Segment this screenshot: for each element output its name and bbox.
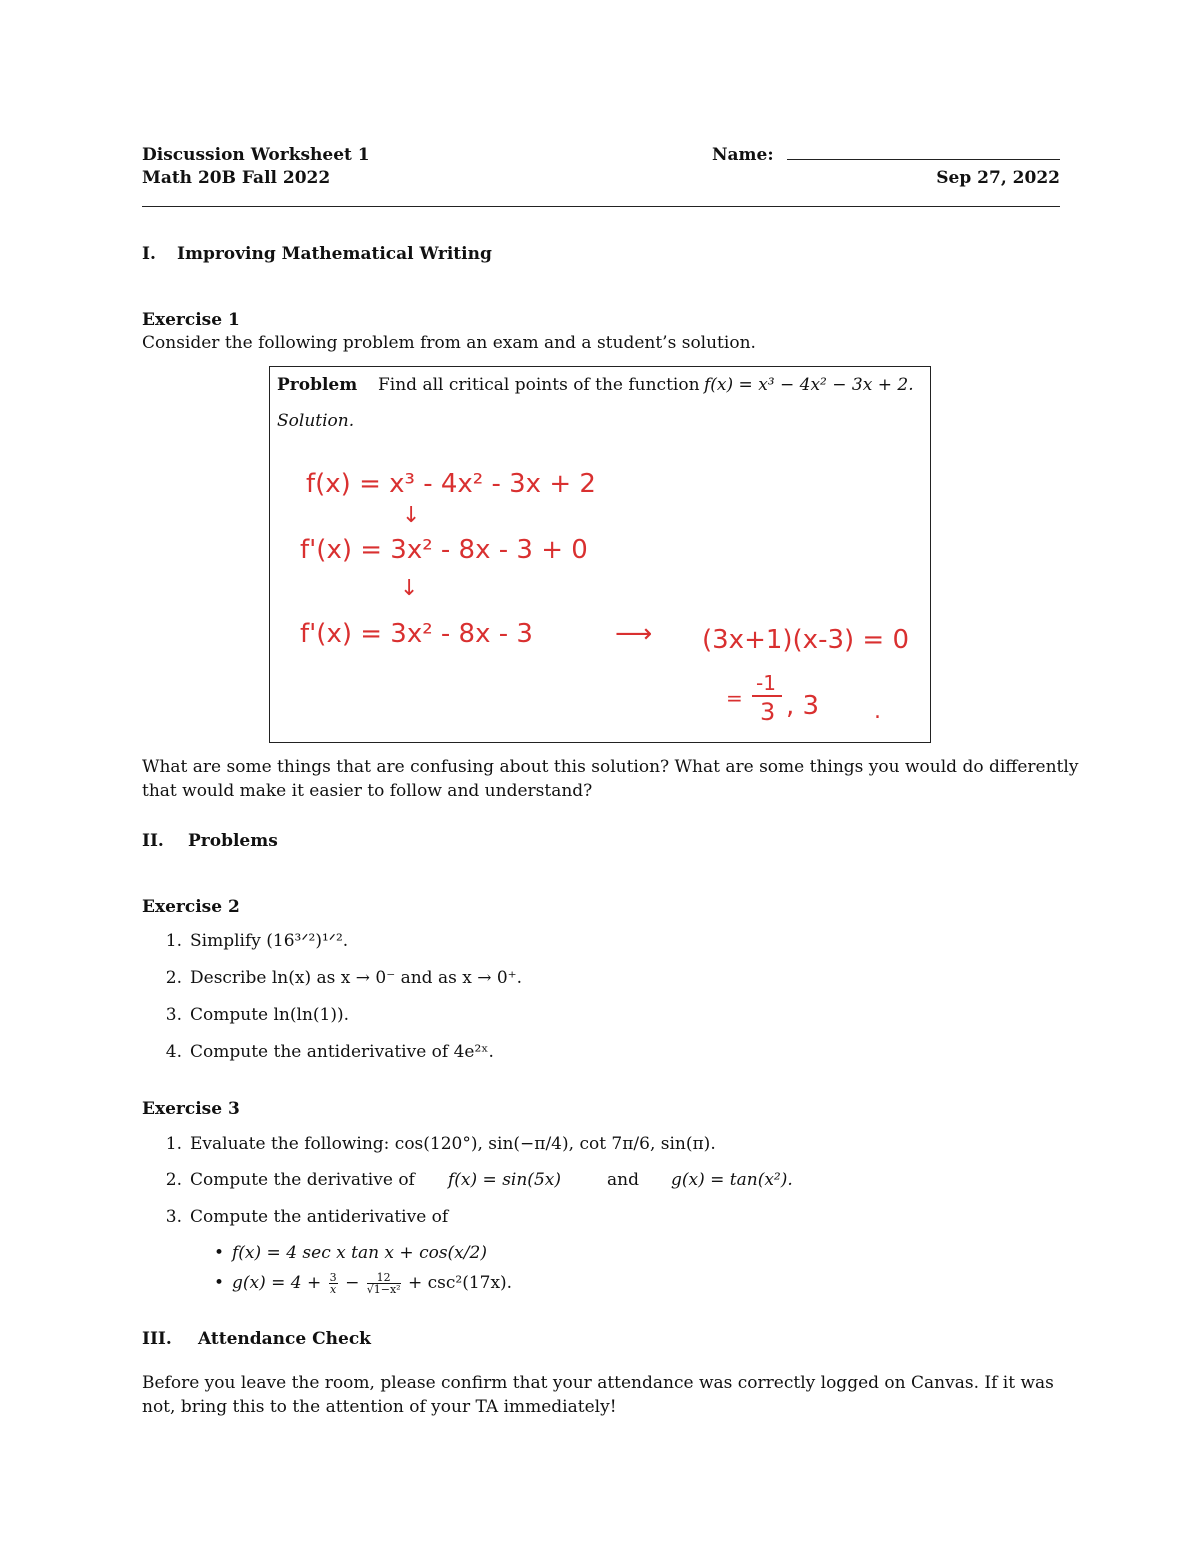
item-number: 1. [165,1134,182,1154]
fraction-3-over-x: $\frac{3}{x}$ [329,1271,337,1296]
exercise-3-item [156,1169,415,1191]
hw-line-2: f'(x) = 3x² - 8x - 3 + 0 [300,535,588,565]
hw-frac-den: 3 [760,698,776,726]
derivative-and: and [607,1170,639,1190]
date-text: Sep 27, 2022 [936,168,1060,188]
derivative-f: f(x) = sin(5x) [448,1170,561,1190]
item-number: 4. [165,1042,182,1062]
exercise-1-question-line-2: that would make it easier to follow and understand? [142,781,593,801]
item-number: 1. [165,931,182,951]
minus-sign: − [345,1273,360,1293]
exercise-2-item [156,967,522,989]
section-3-title: Attendance Check [198,1329,371,1349]
item-number: 3. [165,1207,182,1227]
hw-arrow-1: ↓ [402,503,421,528]
hw-line-1: f(x) = x³ - 4x² - 3x + 2 [306,469,596,499]
hw-arrow-2: ↓ [400,576,419,601]
exercise-2-item [156,930,348,952]
section-1-title: Improving Mathematical Writing [177,244,492,264]
bullet-text-start: g(x) = 4 + [232,1273,322,1293]
bullet-text: f(x) = 4 sec x tan x + cos(x/2) [232,1243,487,1263]
item-text: Describe ln(x) as x → 0⁻ and as x → 0⁺. [190,968,523,988]
section-2-number: II. [142,831,164,851]
item-number: 2. [165,968,182,988]
bullet-icon: • [214,1243,225,1263]
name-label: Name: [712,145,774,165]
bullet-text-end: + csc²(17x). [407,1273,513,1293]
hw-line-3: f'(x) = 3x² - 8x - 3 [300,619,533,649]
item-text: Simplify (16³ᐟ²)¹ᐟ². [190,931,349,951]
hw-factored: (3x+1)(x-3) = 0 [702,625,909,655]
derivative-g: g(x) = tan(x²). [671,1170,793,1190]
name-field-line [787,159,1060,160]
item-number: 2. [165,1170,182,1190]
exercise-3-item [156,1206,448,1228]
exercise-3-title: Exercise 3 [142,1099,240,1119]
exercise-1-title: Exercise 1 [142,310,240,330]
handwritten-solution [270,440,930,740]
exercise-2-item [156,1004,349,1026]
antiderivative-bullet-2 [214,1272,512,1295]
exercise-1-intro: Consider the following problem from an exam and a student’s solution. [142,333,756,353]
hw-dot: . [874,699,881,724]
worksheet-title: Discussion Worksheet 1 [142,145,370,165]
section-1-number: I. [142,244,156,264]
hw-arrow-3: ⟶ [615,619,653,649]
exercise-3-item [156,1133,716,1155]
item-text: Compute the antiderivative of [190,1207,449,1227]
hw-equals: = [726,686,743,710]
item-text: Compute the antiderivative of 4e²ˣ. [190,1042,494,1062]
item-number: 3. [165,1005,182,1025]
solution-label: Solution. [277,411,355,431]
section-2-title: Problems [188,831,278,851]
hw-frac-num: -1 [756,671,776,695]
exercise-2-item [156,1041,494,1063]
hw-root-3: , 3 [786,691,820,721]
fraction-12-over-sqrt: $\frac{12}{\text{√1−x²}}$ [366,1271,401,1296]
bullet-icon: • [214,1273,225,1293]
exercise-1-question-line-1: What are some things that are confusing about this solution? What are some things you would do differently [142,757,1079,777]
item-text: Compute the derivative of [190,1170,415,1190]
attendance-text-line-2: not, bring this to the attention of your TA immediately! [142,1397,617,1417]
antiderivative-bullet-1 [214,1242,487,1264]
item-text: Evaluate the following: cos(120°), sin(−π/4), cot 7π/6, sin(π). [190,1134,716,1154]
exercise-2-title: Exercise 2 [142,897,240,917]
section-3-number: III. [142,1329,172,1349]
problem-label: Problem [277,375,358,395]
item-text: Compute ln(ln(1)). [190,1005,350,1025]
attendance-text-line-1: Before you leave the room, please confirm that your attendance was correctly logged on Canvas. If it was [142,1373,1054,1393]
course-title: Math 20B Fall 2022 [142,168,331,188]
problem-math: f(x) = x³ − 4x² − 3x + 2. [704,375,914,395]
problem-text: Find all critical points of the function [378,375,700,395]
header-divider [142,206,1060,207]
